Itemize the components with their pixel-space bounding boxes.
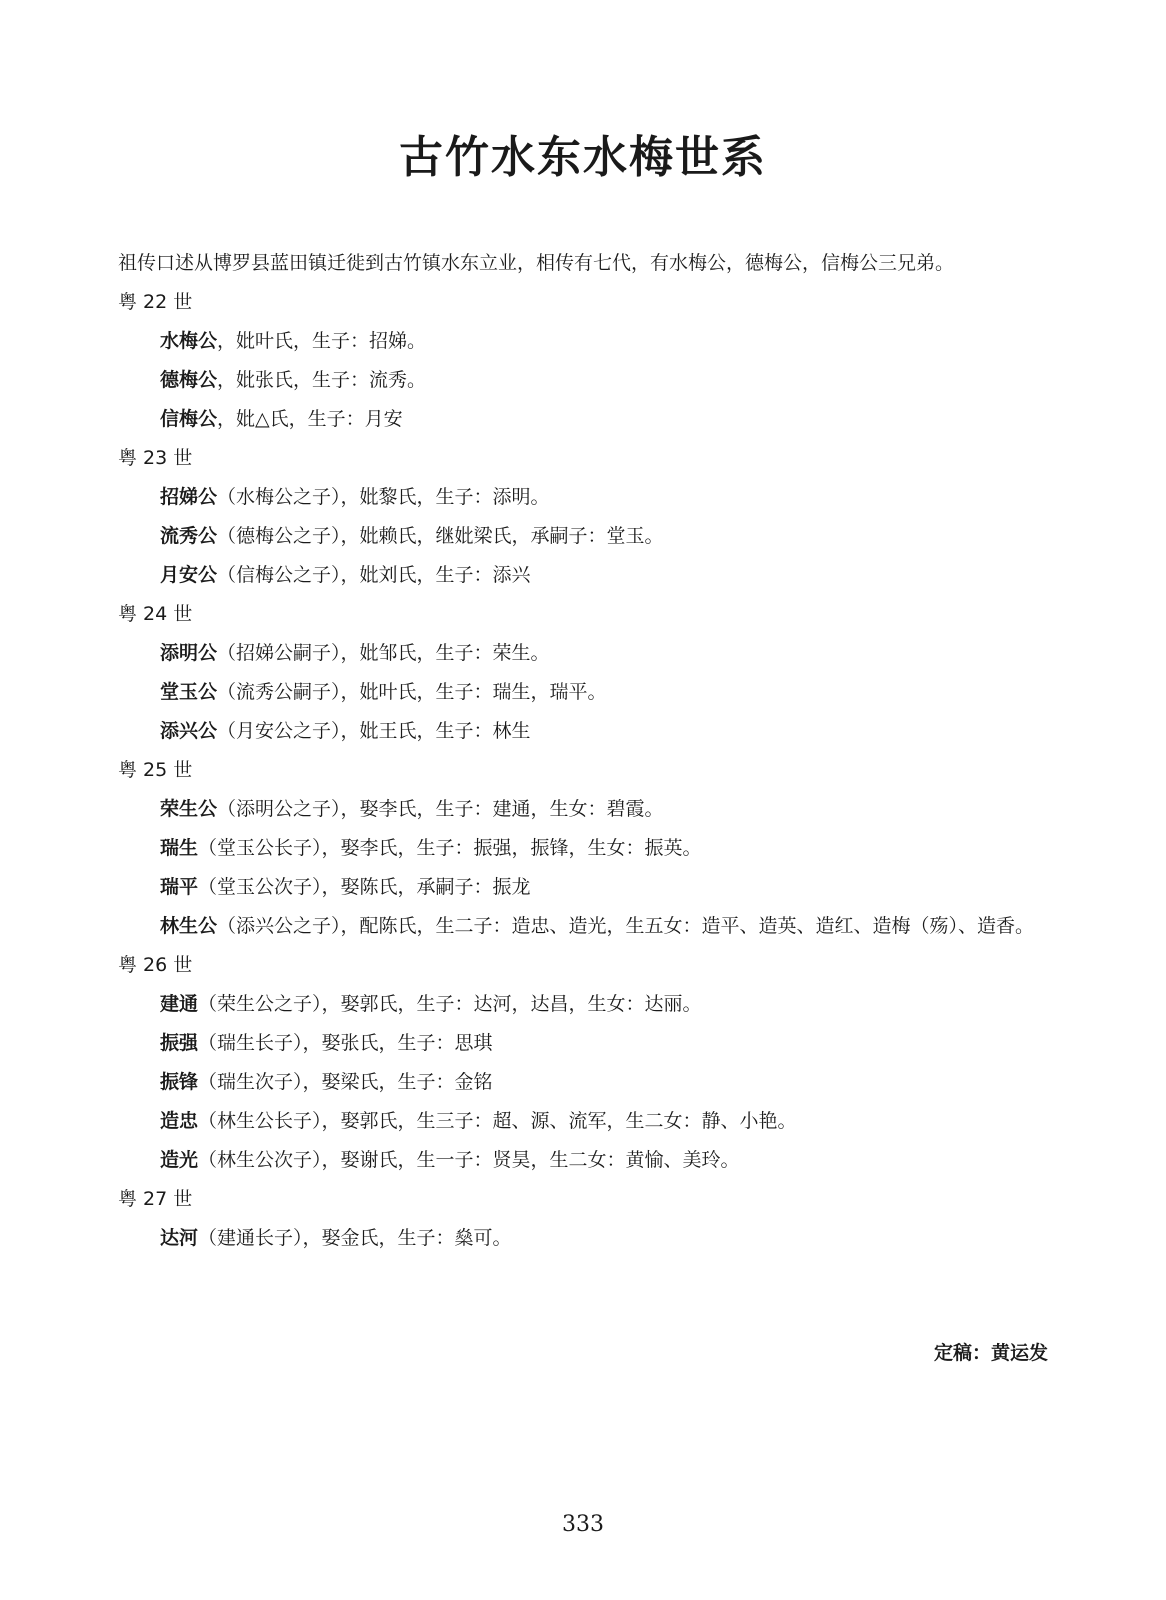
generation-section — [118, 595, 1048, 751]
ancestor-name: 建通 — [160, 993, 199, 1015]
ancestor-name: 瑞生 — [160, 837, 199, 859]
ancestor-details: ，妣叶氏，生子：招娣。 — [217, 330, 427, 352]
intro-paragraph: 祖传口述从博罗县蓝田镇迁徙到古竹镇水东立业，相传有七代，有水梅公，德梅公，信梅公三兄弟。 — [118, 252, 955, 274]
generation-heading: 粤 27 世 — [118, 1188, 193, 1210]
generation-heading: 粤 24 世 — [118, 603, 193, 625]
ancestor-details: （招娣公嗣子），妣邹氏，生子：荣生。 — [217, 642, 550, 664]
ancestor-name: 添明公 — [160, 642, 218, 664]
ancestor-details: （添兴公之子），配陈氏，生二子：造忠、造光，生五女：造平、造英、造红、造梅（殇）、造香。 — [217, 915, 1035, 937]
page-title: 古竹水东水梅世系 — [399, 132, 767, 183]
ancestor-name: 流秀公 — [160, 525, 218, 547]
ancestor-name: 招娣公 — [160, 486, 218, 508]
lineage-entry — [118, 1102, 1048, 1141]
page-number: 333 — [562, 1512, 604, 1537]
generation-heading: 粤 26 世 — [118, 954, 193, 976]
generation-section — [118, 751, 1048, 946]
generation-section — [118, 283, 1048, 439]
ancestor-details: （林生公次子），娶谢氏，生一子：贤昊，生二女：黄愉、美玲。 — [198, 1149, 740, 1171]
lineage-entry — [118, 322, 1048, 361]
ancestor-name: 月安公 — [160, 564, 218, 586]
generation-heading: 粤 22 世 — [118, 291, 193, 313]
lineage-entry — [118, 478, 1048, 517]
ancestor-details: （林生公长子），娶郭氏，生三子：超、源、流军，生二女：静、小艳。 — [198, 1110, 797, 1132]
ancestor-details: ，妣△氏，生子：月安 — [217, 408, 403, 430]
lineage-entry — [118, 400, 1048, 439]
ancestor-details: （建通长子），娶金氏，生子：燊可。 — [198, 1227, 512, 1249]
ancestor-name: 造忠 — [160, 1110, 199, 1132]
lineage-entry — [118, 712, 1048, 751]
ancestor-details: （信梅公之子），妣刘氏，生子：添兴 — [217, 564, 531, 586]
genealogy-content — [118, 244, 1048, 1258]
ancestor-name: 振强 — [160, 1032, 199, 1054]
ancestor-details: （堂玉公次子），娶陈氏，承嗣子：振龙 — [198, 876, 531, 898]
generation-heading: 粤 25 世 — [118, 759, 193, 781]
ancestor-details: （流秀公嗣子），妣叶氏，生子：瑞生，瑞平。 — [217, 681, 607, 703]
generation-heading: 粤 23 世 — [118, 447, 193, 469]
lineage-entry — [118, 1141, 1048, 1180]
ancestor-details: （德梅公之子），妣赖氏，继妣梁氏，承嗣子：堂玉。 — [217, 525, 664, 547]
ancestor-details: （瑞生长子），娶张氏，生子：思琪 — [198, 1032, 493, 1054]
ancestor-name: 瑞平 — [160, 876, 199, 898]
lineage-entry — [118, 1063, 1048, 1102]
ancestor-name: 德梅公 — [160, 369, 218, 391]
ancestor-details: （瑞生次子），娶梁氏，生子：金铭 — [198, 1071, 493, 1093]
lineage-entry — [118, 790, 1048, 829]
ancestor-details: ，妣张氏，生子：流秀。 — [217, 369, 427, 391]
ancestor-details: （荣生公之子），娶郭氏，生子：达河，达昌，生女：达丽。 — [198, 993, 702, 1015]
lineage-entry — [118, 829, 1048, 868]
ancestor-name: 造光 — [160, 1149, 199, 1171]
ancestor-name: 达河 — [160, 1227, 199, 1249]
ancestor-name: 林生公 — [160, 915, 218, 937]
ancestor-details: （月安公之子），妣王氏，生子：林生 — [217, 720, 531, 742]
generation-section — [118, 1180, 1048, 1258]
lineage-entry — [118, 1024, 1048, 1063]
generation-section — [118, 439, 1048, 595]
lineage-entry — [118, 673, 1048, 712]
ancestor-details: （水梅公之子），妣黎氏，生子：添明。 — [217, 486, 550, 508]
lineage-entry — [118, 517, 1048, 556]
lineage-entry — [118, 1219, 1048, 1258]
ancestor-name: 荣生公 — [160, 798, 218, 820]
lineage-entry — [118, 634, 1048, 673]
ancestor-name: 水梅公 — [160, 330, 218, 352]
ancestor-name: 振锋 — [160, 1071, 199, 1093]
lineage-entry — [118, 985, 1048, 1024]
lineage-entry — [118, 361, 1048, 400]
ancestor-name: 添兴公 — [160, 720, 218, 742]
ancestor-name: 堂玉公 — [160, 681, 218, 703]
generation-section — [118, 946, 1048, 1180]
lineage-entry — [118, 907, 1048, 946]
lineage-entry — [118, 556, 1048, 595]
ancestor-details: （堂玉公长子），娶李氏，生子：振强，振锋，生女：振英。 — [198, 837, 702, 859]
lineage-entry — [118, 868, 1048, 907]
ancestor-details: （添明公之子），娶李氏，生子：建通，生女：碧霞。 — [217, 798, 664, 820]
ancestor-name: 信梅公 — [160, 408, 218, 430]
editor-signature: 定稿：黄运发 — [933, 1342, 1048, 1364]
